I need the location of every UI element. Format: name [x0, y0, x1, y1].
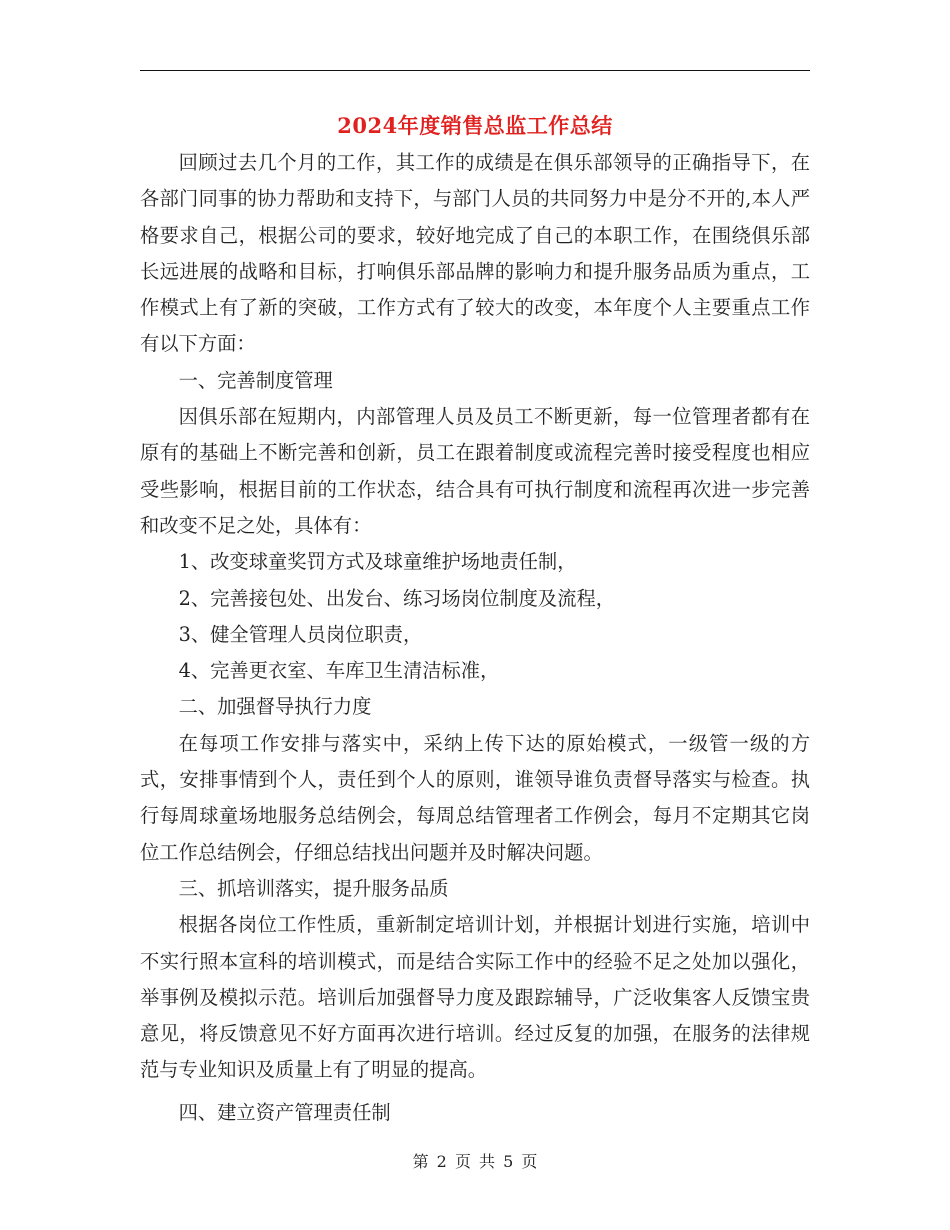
paragraph-section-3: 根据各岗位工作性质，重新制定培训计划，并根据计划进行实施，培训中不实行照本宣科的培训模式，而是结合实际工作中的经验不足之处加以强化，举事例及模拟示范。培训后加强督导力度及跟踪辅导，广泛收集客人反馈宝贵意见，将反馈意见不好方面再次进行培训。经过反复的加强，在服务的法律规范与专业知识及质量上有了明显的提高。	[140, 913, 810, 1082]
section-heading-1: 一、完善制度管理	[178, 368, 333, 392]
paragraph-section-2: 在每项工作安排与落实中，采纳上传下达的原始模式，一级管一级的方式，安排事情到个人，责任到个人的原则，谁领导谁负责督导落实与检查。执行每周球童场地服务总结例会，每周总结管理者工作例会，每月不定期其它岗位工作总结例会，仔细总结找出问题并及时解决问题。	[140, 731, 810, 864]
section-heading-4: 四、建立资产管理责任制	[178, 1100, 391, 1124]
list-item-3: 3、健全管理人员岗位职责，	[178, 622, 423, 646]
paragraph-section-1: 因俱乐部在短期内，内部管理人员及员工不断更新，每一位管理者都有在原有的基础上不断完善和创新，员工在跟着制度或流程完善时接受程度也相应受些影响，根据目前的工作状态，结合具有可执行制度和流程再次进一步完善和改变不足之处，具体有：	[140, 405, 810, 537]
list-item-2: 2、完善接包处、出发台、练习场岗位制度及流程，	[178, 586, 616, 610]
document-title: 2024年度销售总监工作总结	[337, 113, 613, 138]
page-footer: 第 2 页 共 5 页	[412, 1152, 538, 1171]
section-heading-3: 三、抓培训落实，提升服务品质	[178, 876, 449, 900]
list-item-4: 4、完善更衣室、车库卫生清洁标准，	[178, 659, 500, 683]
document-body	[140, 145, 810, 1131]
section-heading-2: 二、加强督导执行力度	[178, 695, 372, 719]
paragraph-intro: 回顾过去几个月的工作，其工作的成绩是在俱乐部领导的正确指导下，在各部门同事的协力帮助和支持下，与部门人员的共同努力中是分不开的,本人严格要求自己，根据公司的要求，较好地完成了自己的本职工作，在围绕俱乐部长远进展的战略和目标，打响俱乐部品牌的影响力和提升服务品质为重点，工作模式上有了新的突破，工作方式有了较大的改变，本年度个人主要重点工作有以下方面：	[140, 151, 810, 356]
header-rule	[140, 70, 810, 71]
list-item-1: 1、改变球童奖罚方式及球童维护场地责任制，	[178, 550, 577, 574]
